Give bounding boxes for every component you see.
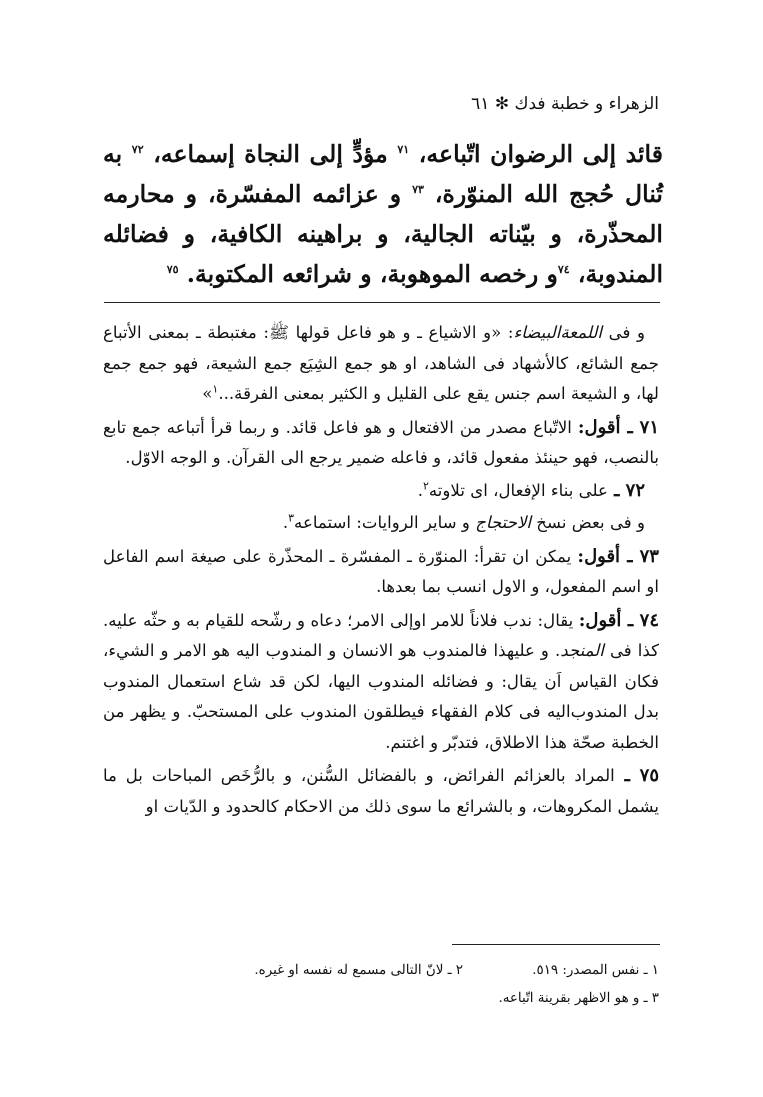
note-text: و فى بعض نسخ <box>531 513 645 532</box>
footnote-ref: ١ <box>212 382 219 396</box>
note-72 <box>103 476 659 507</box>
footnote-row <box>103 985 659 1013</box>
note-text: الاتّباع مصدر من الافتعال و هو فاعل قائد. و ربما قرأ أتباعه جمع تابع بالنصب، فهو حينئذ مفعول قائد، و فاعله ضمير يرجع الى القرآن. و الوجه الاوّل. <box>103 417 659 467</box>
note-text: . <box>282 513 289 532</box>
source-title: المنجد <box>560 641 604 660</box>
note-continuation <box>103 318 659 410</box>
note-71 <box>103 413 659 474</box>
footnote-3: ٣ ـ و هو الاظهر بقرينة اتّباعه. <box>498 991 659 1006</box>
note-text: و ساير الروايات: استماعه <box>294 513 476 532</box>
note-73 <box>103 542 659 603</box>
note-text: المراد بالعزائم الفرائض، و بالفضائل السُّنن، و بالرُّخَص المباحات بل ما يشمل المكروهات، و بالشرائع ما سوى ذلك من الاحكام كالحدود و الدّيات او <box>103 766 659 816</box>
note-marker: ٧٥ <box>166 263 179 277</box>
footnote-row <box>103 957 659 985</box>
note-number: ٧٢ ـ <box>607 479 645 501</box>
note-text: » <box>202 384 213 403</box>
main-text-segment: و رخصه الموهوبة، و شرائعه المكتوبة. <box>178 260 558 288</box>
note-marker: ٧٣ <box>412 183 424 197</box>
main-text <box>103 134 663 294</box>
source-title: الاحتجاج <box>475 513 532 532</box>
note-text: . <box>417 480 423 500</box>
note-72-variant <box>103 508 659 539</box>
footnote-1: ١ ـ نفس المصدر: ٥١٩. <box>532 963 659 978</box>
note-label: أقول: <box>577 416 621 438</box>
note-label: أقول: <box>578 609 622 631</box>
note-number: ٧٥ ـ <box>614 765 659 786</box>
footnote-2: ٢ ـ لانّ التالى مسمع له نفسه او غيره. <box>254 963 463 978</box>
note-text: يمكن ان تقرأ: المنوّرة ـ المفسّرة ـ المحذّرة على صيغة اسم الفاعل او اسم المفعول، و الاول انسب بما بعدها. <box>103 546 659 596</box>
note-marker: ٧٢ <box>131 143 144 157</box>
footnote-ref: ٢ <box>422 478 429 492</box>
note-text: : «و الاشياع ـ و هو فاعل قولها ﷺ: مغتبطة ـ بمعنى الأتباع جمع الشائع، كالأشهاد فى الشاهد، او هو جمع الشِيَع جمع الشيعة، فهو جمع جمع لها، و الشيعة اسم جنس يقع على القليل و الكثير بمعنى الفرقة... <box>103 323 659 403</box>
note-number: ٧٤ ـ <box>621 609 659 631</box>
note-text: يقال: ندب فلاناً للامر اوإلى الامر؛ دعاه و رشّحه للقيام به و حثّه عليه. كذا فى <box>103 610 659 660</box>
note-text: على بناء الإفعال، اى تلاوته <box>428 480 608 500</box>
source-title: اللمعة‌البيضاء <box>513 323 603 342</box>
page-footnotes <box>103 957 659 1013</box>
main-text-segment: قائد إلى الرضوان اتّباعه، <box>409 140 663 168</box>
main-text-segment: به تُنال حُجج الله المنوّرة، <box>103 140 664 208</box>
note-marker: ٧٤ <box>557 263 570 277</box>
footnote-ref: ٣ <box>288 511 295 525</box>
footnote-separator <box>104 302 660 303</box>
note-number: ٧٣ ـ <box>620 545 659 567</box>
note-number: ٧١ ـ <box>620 416 659 438</box>
running-header: الزهراء و خطبة فدك ✻ ٦١ <box>471 94 659 114</box>
main-text-segment: مؤدٍّ إلى النجاة إسماعه، <box>143 140 398 168</box>
note-label: أقول: <box>577 545 621 567</box>
footnote-rule <box>452 944 660 945</box>
note-marker: ٧١ <box>397 143 410 157</box>
note-74 <box>103 606 659 759</box>
main-text-segment: و عزائمه المفسّرة، و محارمه المحذّرة، و بيّناته الجالية، و براهينه الكافية، و فضائله المندوبة، <box>103 180 663 288</box>
note-text: . و عليهذا فالمندوب هو الانسان و المندوب اليه هو الامر و الشيء، فكان القياس اَن يقال: و فضائله المندوب اليها، لكن قد شاع استعمال المندوب بدل المندوب‌اليه فى كلام الفقهاء فيطلقون المندوب على المستحبّ. و يظهر من الخطبة صحّة هذا الاطلاق، فتدبّر و اغتنم. <box>103 641 659 752</box>
commentary-notes <box>103 318 659 824</box>
note-75 <box>103 761 659 822</box>
main-paragraph <box>103 134 663 294</box>
note-text: و فى <box>602 323 646 342</box>
